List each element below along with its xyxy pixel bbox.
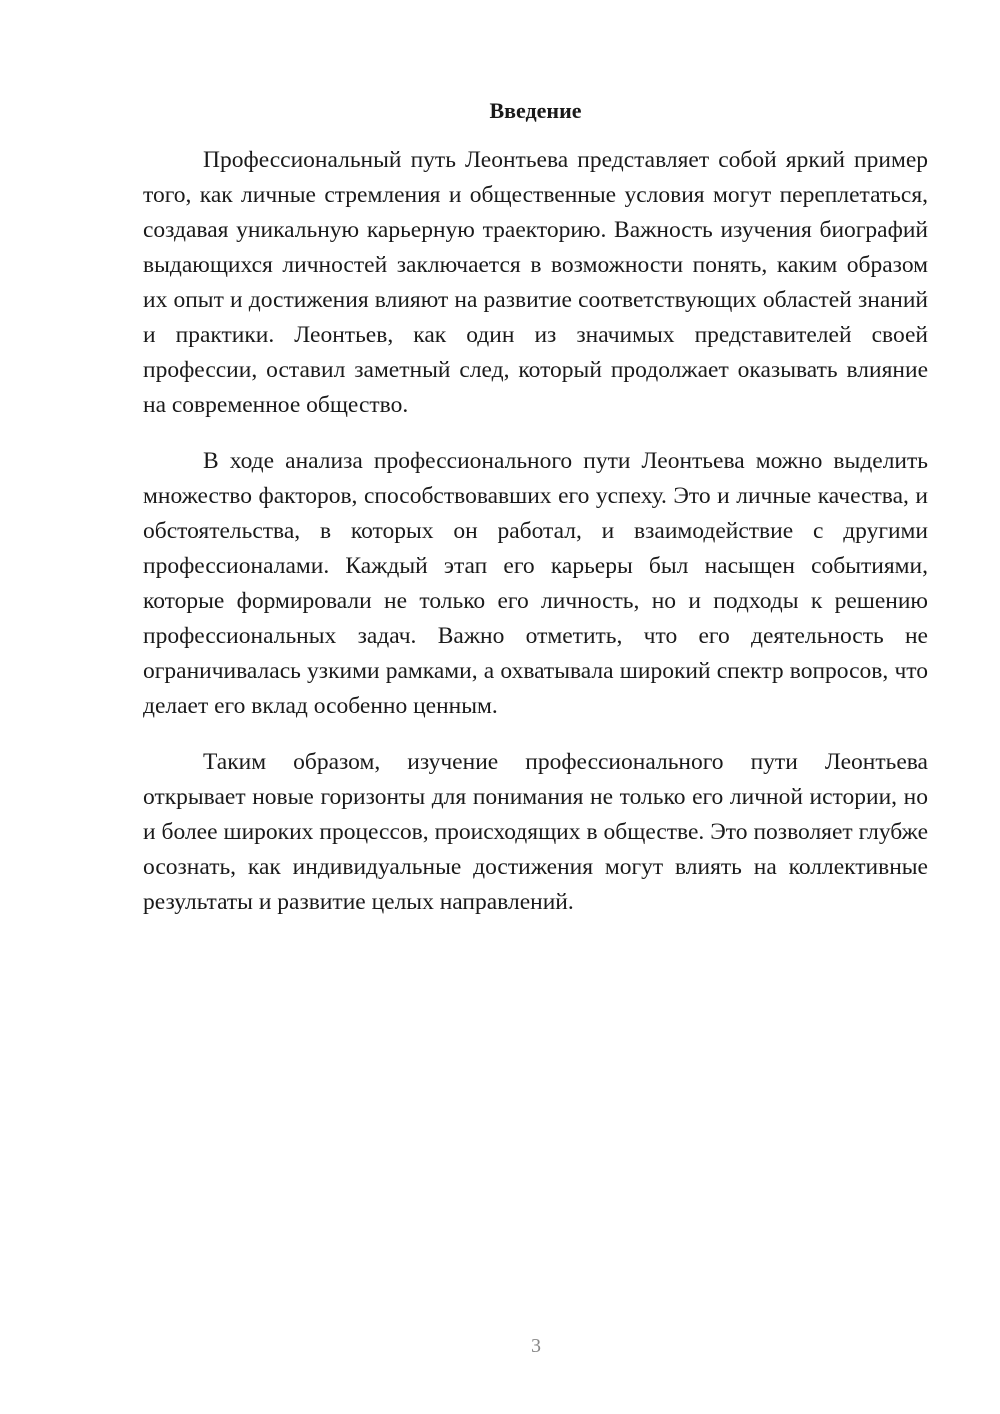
page-title: Введение (489, 98, 582, 123)
paragraph-2: В ходе анализа профессионального пути Леонтьева можно выделить множество факторов, способствовавших его успеху. Это и личные качества, и обстоятельства, в которых он работал, и взаимодействие с другими профессионалами. Каждый этап его карьеры был насыщен событиями, которые формировали не только его личность, но и подходы к решению профессиональных задач. Важно отметить, что его деятельность не ограничивалась узкими рамками, а охватывала широкий спектр вопросов, что делает его вклад особенно ценным. (143, 448, 928, 719)
paragraph-1: Профессиональный путь Леонтьева представляет собой яркий пример того, как личные стремления и общественные условия могут переплетаться, создавая уникальную карьерную траекторию. Важность изучения биографий выдающихся личностей заключается в возможности понять, каким образом их опыт и достижения влияют на развитие соответствующих областей знаний и практики. Леонтьев, как один из значимых представителей своей профессии, оставил заметный след, который продолжает оказывать влияние на современное общество. (143, 147, 928, 418)
paragraph-3: Таким образом, изучение профессионального пути Леонтьева открывает новые горизонты для понимания не только его личной истории, но и более широких процессов, происходящих в обществе. Это позволяет глубже осознать, как индивидуальные достижения могут влиять на коллективные результаты и развитие целых направлений. (143, 749, 928, 915)
page-number: 3 (531, 1335, 541, 1357)
document-body (143, 143, 928, 941)
